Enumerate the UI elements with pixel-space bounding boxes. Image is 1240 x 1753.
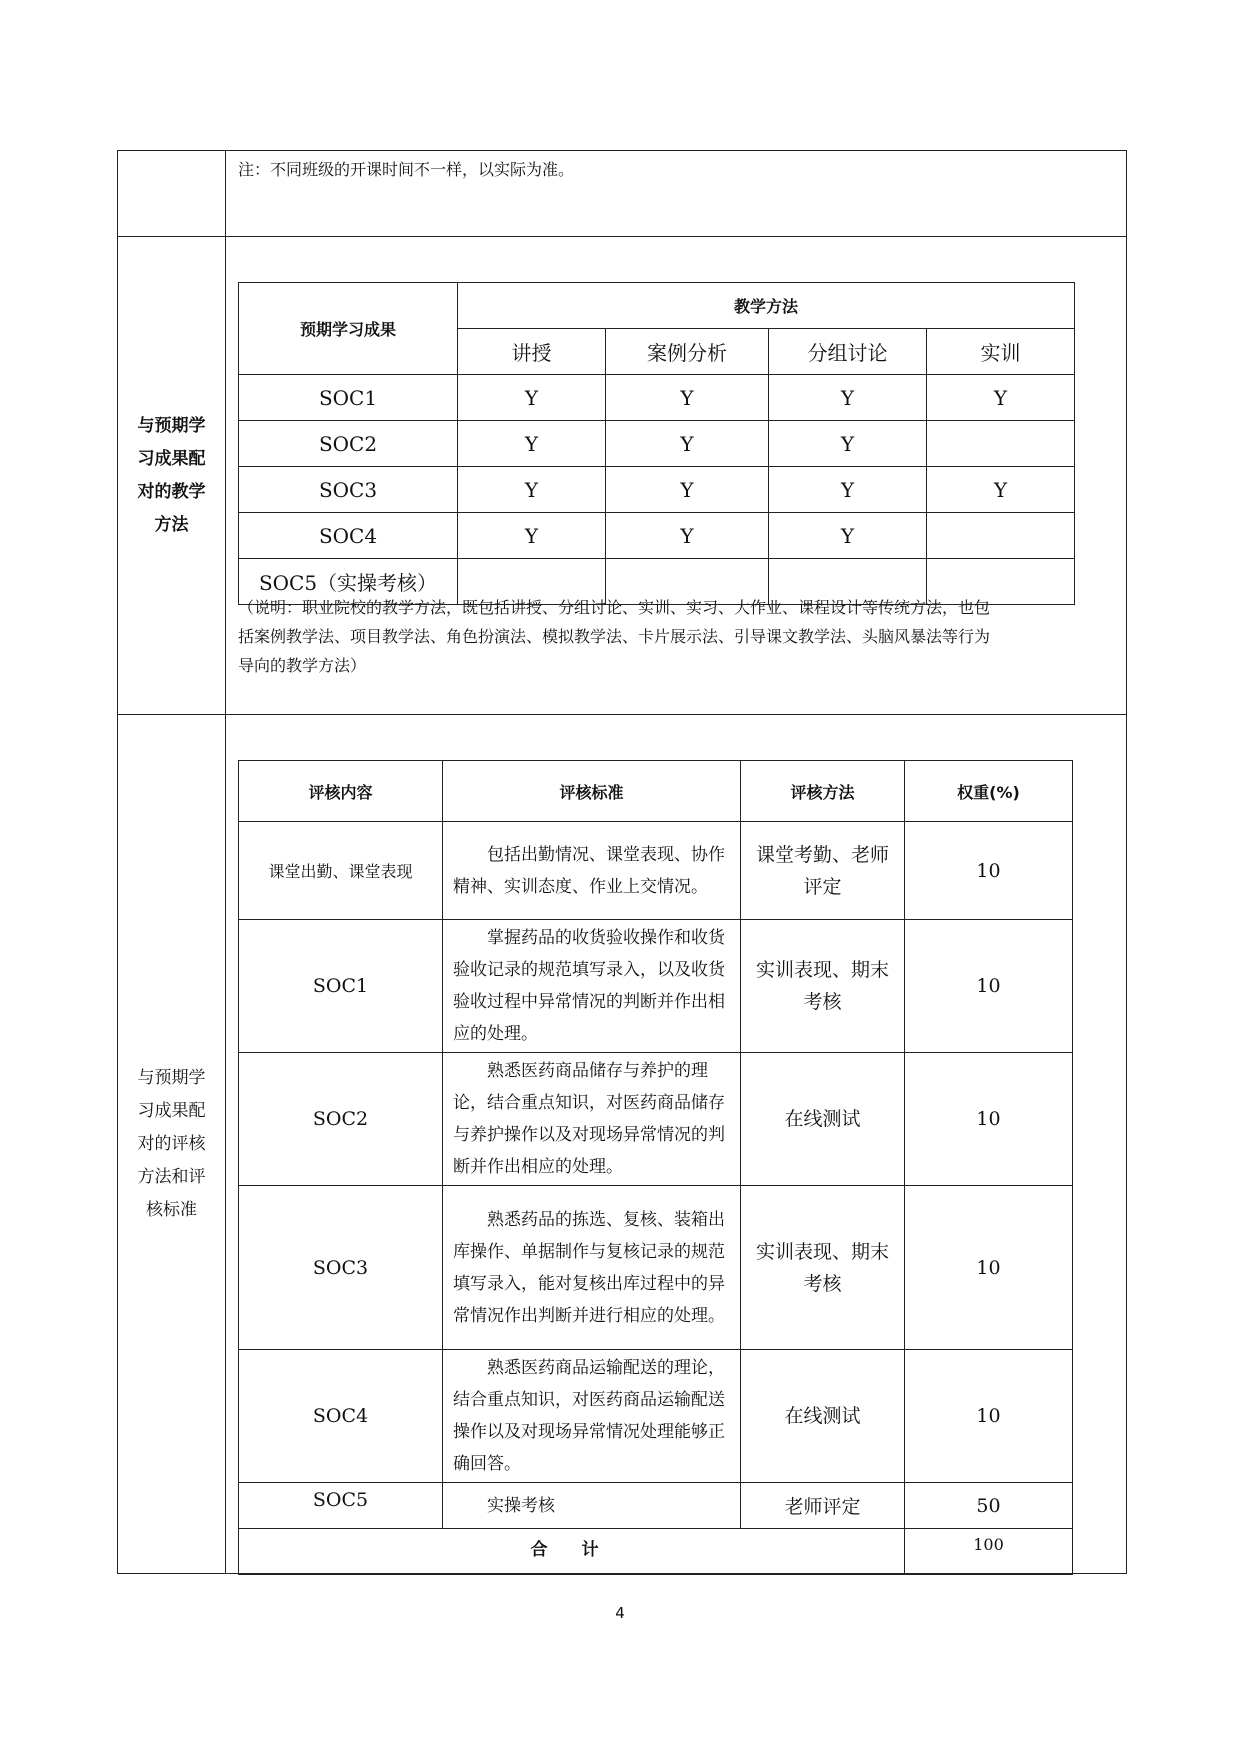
mark-cell: Y — [606, 375, 769, 421]
table-row — [239, 920, 1073, 1053]
criteria-text: 包括出勤情况、课堂表现、协作精神、实训态度、作业上交情况。 — [453, 844, 725, 897]
explanation-line: （说明：职业院校的教学方法，既包括讲授、分组讨论、实训、实习、大作业、课程设计等传统方法，也包 — [238, 598, 991, 617]
criteria-cell — [443, 1483, 741, 1529]
criteria-cell — [443, 1053, 741, 1186]
table-row — [239, 822, 1073, 920]
teaching-methods-table — [238, 282, 1075, 605]
mark-cell: Y — [927, 467, 1075, 513]
teaching-methods-label-cell — [118, 237, 226, 714]
course-table — [117, 150, 1127, 1574]
method-cell: 老师评定 — [741, 1483, 905, 1529]
mark-cell: Y — [606, 513, 769, 559]
assessment-label-cell — [118, 715, 226, 1573]
assessment-table — [238, 760, 1073, 1575]
side-label-line: 对的评核 — [137, 1133, 206, 1154]
weight-cell: 10 — [905, 1186, 1073, 1350]
table-row — [239, 1483, 1073, 1529]
mark-cell: Y — [606, 421, 769, 467]
total-value: 100 — [905, 1529, 1073, 1575]
note-row — [118, 151, 1126, 237]
criteria-text: 熟悉医药商品运输配送的理论，结合重点知识，对医药商品运输配送操作以及对现场异常情况处理能够正确回答。 — [453, 1358, 725, 1474]
weight-cell: 50 — [905, 1483, 1073, 1529]
criteria-text: 熟悉医药商品储存与养护的理论，结合重点知识，对医药商品储存与养护操作以及对现场异常情况的判断并作出相应的处理。 — [453, 1061, 725, 1177]
criteria-text: 实操考核 — [487, 1495, 555, 1516]
content-cell: SOC1 — [239, 920, 443, 1053]
explanation-line: 导向的教学方法） — [238, 656, 367, 675]
mark-cell: Y — [458, 375, 606, 421]
mark-cell: Y — [769, 467, 927, 513]
table-row — [239, 467, 1075, 513]
outcome-cell: SOC2 — [239, 421, 458, 467]
method-cell: 在线测试 — [741, 1350, 905, 1483]
content-cell: SOC2 — [239, 1053, 443, 1186]
table-row — [239, 1053, 1073, 1186]
side-label-line: 习成果配 — [137, 1100, 206, 1121]
note-row-content-cell — [226, 151, 1126, 236]
method-header: 案例分析 — [606, 329, 769, 375]
assessment-side-label — [130, 1062, 214, 1227]
header-weight: 权重(%) — [905, 761, 1073, 822]
content-cell: SOC5 — [239, 1483, 443, 1529]
mark-cell: Y — [606, 467, 769, 513]
criteria-text: 熟悉药品的拣选、复核、装箱出库操作、单据制作与复核记录的规范填写录入，能对复核出库过程中的异常情况作出判断并进行相应的处理。 — [453, 1209, 725, 1326]
mark-cell: Y — [458, 513, 606, 559]
assessment-content-cell — [226, 715, 1126, 1573]
weight-cell: 10 — [905, 1053, 1073, 1186]
table-row — [239, 375, 1075, 421]
mark-cell: Y — [458, 421, 606, 467]
outcome-cell: SOC5（实操考核） — [239, 559, 458, 605]
header-teaching-methods: 教学方法 — [458, 283, 1075, 329]
outcome-cell: SOC3 — [239, 467, 458, 513]
criteria-cell — [443, 920, 741, 1053]
mark-cell — [927, 513, 1075, 559]
weight-cell: 10 — [905, 822, 1073, 920]
side-label-line: 核标准 — [146, 1199, 197, 1220]
mark-cell: Y — [769, 513, 927, 559]
explanation-line: 括案例教学法、项目教学法、角色扮演法、模拟教学法、卡片展示法、引导课文教学法、头脑风暴法等行为 — [238, 627, 991, 646]
content-cell: 课堂出勤、课堂表现 — [239, 822, 443, 920]
criteria-cell — [443, 1186, 741, 1350]
method-header: 分组讨论 — [769, 329, 927, 375]
mark-cell: Y — [927, 375, 1075, 421]
content-cell: SOC3 — [239, 1186, 443, 1350]
method-cell: 实训表现、期末考核 — [741, 920, 905, 1053]
method-cell: 课堂考勤、老师评定 — [741, 822, 905, 920]
mark-cell: Y — [769, 375, 927, 421]
side-label-line: 习成果配 — [137, 448, 206, 469]
mark-cell: Y — [458, 467, 606, 513]
teaching-methods-content-cell — [226, 237, 1126, 714]
header-assessment-content: 评核内容 — [239, 761, 443, 822]
outcome-cell: SOC4 — [239, 513, 458, 559]
weight-cell: 10 — [905, 1350, 1073, 1483]
method-cell: 在线测试 — [741, 1053, 905, 1186]
side-label-line: 与预期学 — [137, 1067, 206, 1088]
page-number: 4 — [615, 1604, 625, 1622]
criteria-cell — [443, 822, 741, 920]
table-row — [239, 1186, 1073, 1350]
header-assessment-criteria: 评核标准 — [443, 761, 741, 822]
assessment-row — [118, 715, 1126, 1573]
content-cell: SOC4 — [239, 1350, 443, 1483]
side-label-line: 方法 — [154, 514, 189, 535]
mark-cell — [927, 421, 1075, 467]
side-label-line: 对的教学 — [137, 481, 206, 502]
outcome-cell: SOC1 — [239, 375, 458, 421]
table-row — [239, 513, 1075, 559]
criteria-text: 掌握药品的收货验收操作和收货验收记录的规范填写录入，以及收货验收过程中异常情况的判断并作出相应的处理。 — [453, 928, 725, 1044]
weight-cell: 10 — [905, 920, 1073, 1053]
teaching-methods-explanation — [238, 593, 1116, 680]
criteria-cell — [443, 1350, 741, 1483]
note-row-label-cell — [118, 151, 226, 236]
teaching-methods-row — [118, 237, 1126, 715]
table-row — [239, 1350, 1073, 1483]
side-label-line: 与预期学 — [137, 415, 206, 436]
method-header: 讲授 — [458, 329, 606, 375]
method-header: 实训 — [927, 329, 1075, 375]
teaching-methods-side-label — [130, 410, 214, 542]
side-label-line: 方法和评 — [137, 1166, 206, 1187]
total-label: 合 计 — [239, 1529, 905, 1575]
total-row — [239, 1529, 1073, 1575]
method-cell: 实训表现、期末考核 — [741, 1186, 905, 1350]
mark-cell: Y — [769, 421, 927, 467]
schedule-note: 注：不同班级的开课时间不一样，以实际为准。 — [238, 160, 575, 179]
header-assessment-method: 评核方法 — [741, 761, 905, 822]
header-expected-outcome: 预期学习成果 — [239, 283, 458, 375]
table-row — [239, 421, 1075, 467]
